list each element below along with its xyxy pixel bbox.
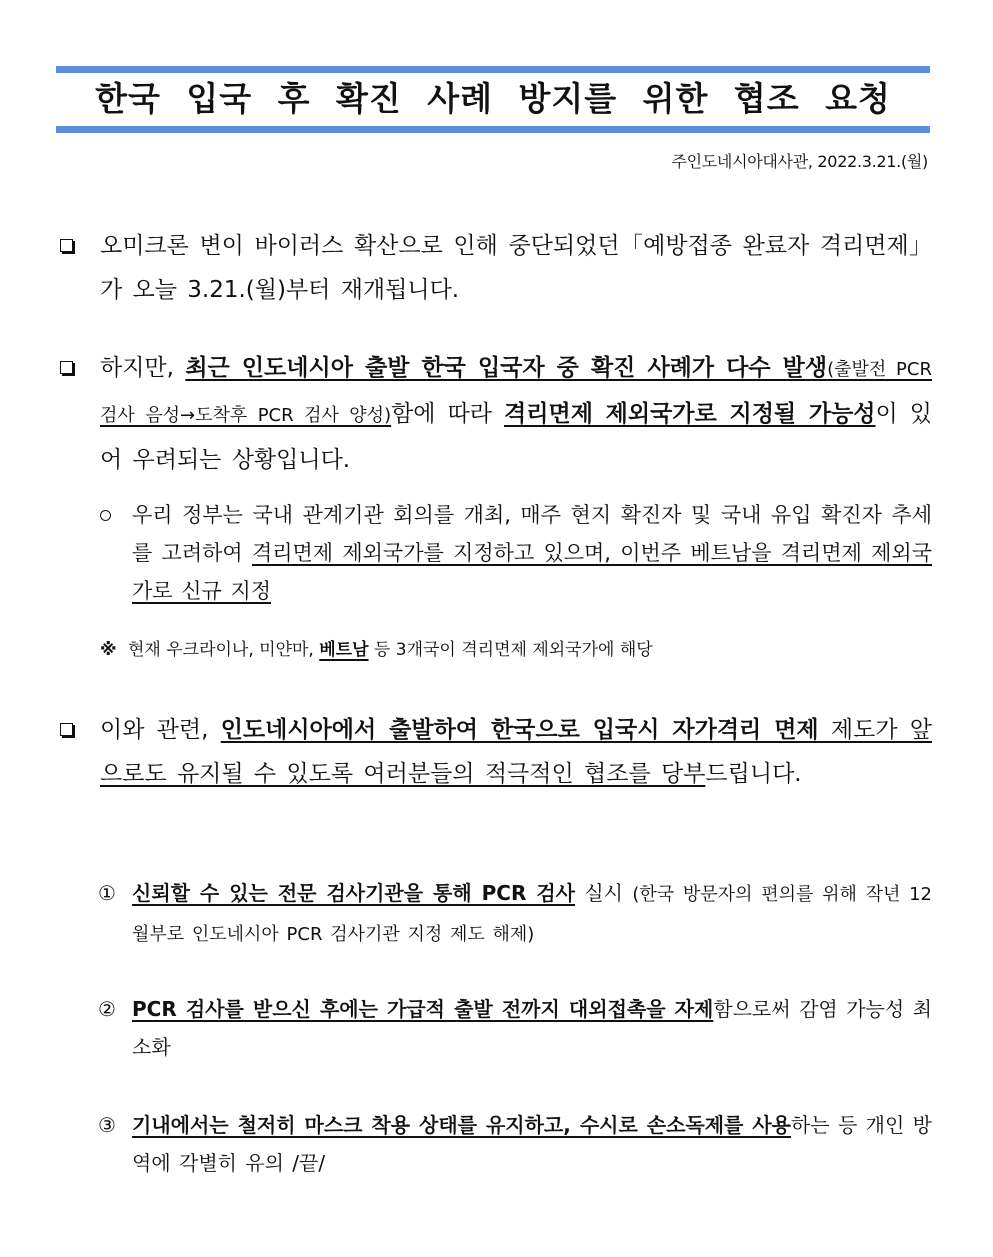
sub-bullet-1-body: 우리 정부는 국내 관계기관 회의를 개최, 매주 현지 확진자 및 국내 유입 확진자 추세를 고려하여 [132, 503, 932, 565]
item-3-emphasis: 기내에서는 철저히 마스크 착용 상태를 유지하고, 수시로 손소독제를 사용 [132, 1113, 791, 1137]
sub-bullet-1-underline: 격리면제 제외국가를 지정하고 있으며, 이번주 베트남을 격리면제 제외국가로 신규 지정 [132, 541, 933, 603]
action-item-3 [98, 1106, 932, 1182]
sub-bullet-1 [100, 496, 932, 610]
item-2-body: 함으로써 감염 가능성 최소화 [132, 997, 932, 1059]
note-mark: ※ [100, 640, 117, 660]
item-2-text [132, 990, 932, 1066]
note-text-2: 등 3개국이 격리면제 제외국가에 해당 [368, 640, 653, 660]
paragraph-2-emphasis-1: 최근 인도네시아 출발 한국 입국자 중 확진 사례가 다수 발생 [185, 355, 828, 381]
issuer-date: 주인도네시아대사관, 2022.3.21.(월) [671, 152, 928, 171]
page-title: 한국 입국 후 확진 사례 방지를 위한 협조 요청 [95, 79, 891, 118]
paragraph-2-lead: 하지만, [100, 355, 186, 381]
paragraph-2-emphasis-2: 격리면제 제외국가로 지정될 가능성 [504, 401, 876, 427]
item-1-text [132, 874, 932, 954]
paragraph-2-paren: (출발전 PCR 검사 음성→도착후 PCR 검사 양성) [100, 359, 932, 426]
note-emphasis: 베트남 [319, 640, 369, 660]
note-text-1: 현재 우크라이나, 미얀마, [128, 640, 320, 660]
item-3-text [132, 1106, 932, 1182]
paragraph-3-underline: 제도가 앞으로도 유지될 수 있도록 여러분들의 적극적인 협조를 당부 [100, 717, 933, 787]
reference-note [100, 638, 653, 662]
item-3-body: 하는 등 개인 방역에 각별히 유의 /끝/ [132, 1113, 932, 1175]
item-1-body: 실시 [575, 881, 633, 905]
title-top-rule [56, 66, 930, 73]
item-2-emphasis: PCR 검사를 받으신 후에는 가급적 출발 전까지 대외접촉을 자제 [132, 997, 714, 1021]
paragraph-2-tail: 이 있어 우려되는 상황입니다. [100, 401, 932, 473]
item-1-emphasis: 신뢰할 수 있는 전문 검사기관을 통해 PCR 검사 [132, 881, 575, 905]
paragraph-3-emphasis: 인도네시아에서 출발하여 한국으로 입국시 자가격리 면제 [220, 717, 819, 743]
checkbox-bullet-icon [60, 723, 73, 736]
item-1-paren: (한국 방문자의 편의를 위해 작년 12월부로 인도네시아 PCR 검사기관 지정 제도 해제) [132, 884, 933, 945]
action-item-2 [98, 990, 932, 1066]
paragraph-1-text: 오미크론 변이 바이러스 확산으로 인해 중단되었던「예방접종 완료자 격리면제」가 오늘 3.21.(월)부터 재개됩니다. [100, 233, 932, 303]
paragraph-1 [60, 224, 932, 312]
paragraph-3-text [100, 708, 932, 796]
item-2-number: ② [98, 997, 116, 1021]
paragraph-3-tail: 드립니다. [705, 761, 802, 787]
paragraph-3 [60, 708, 932, 796]
item-3-number: ③ [98, 1113, 116, 1137]
circle-bullet-icon [100, 510, 111, 521]
paragraph-2-text [100, 346, 932, 482]
paragraph-3-lead: 이와 관련, [100, 717, 221, 743]
paragraph-2 [60, 346, 932, 482]
item-1-number: ① [98, 881, 116, 905]
paragraph-2-mid: 함에 따라 [391, 401, 505, 427]
title-bottom-rule [56, 126, 930, 133]
checkbox-bullet-icon [60, 361, 73, 374]
checkbox-bullet-icon [60, 239, 73, 252]
sub-bullet-1-text [132, 496, 932, 610]
action-item-1 [98, 874, 932, 954]
